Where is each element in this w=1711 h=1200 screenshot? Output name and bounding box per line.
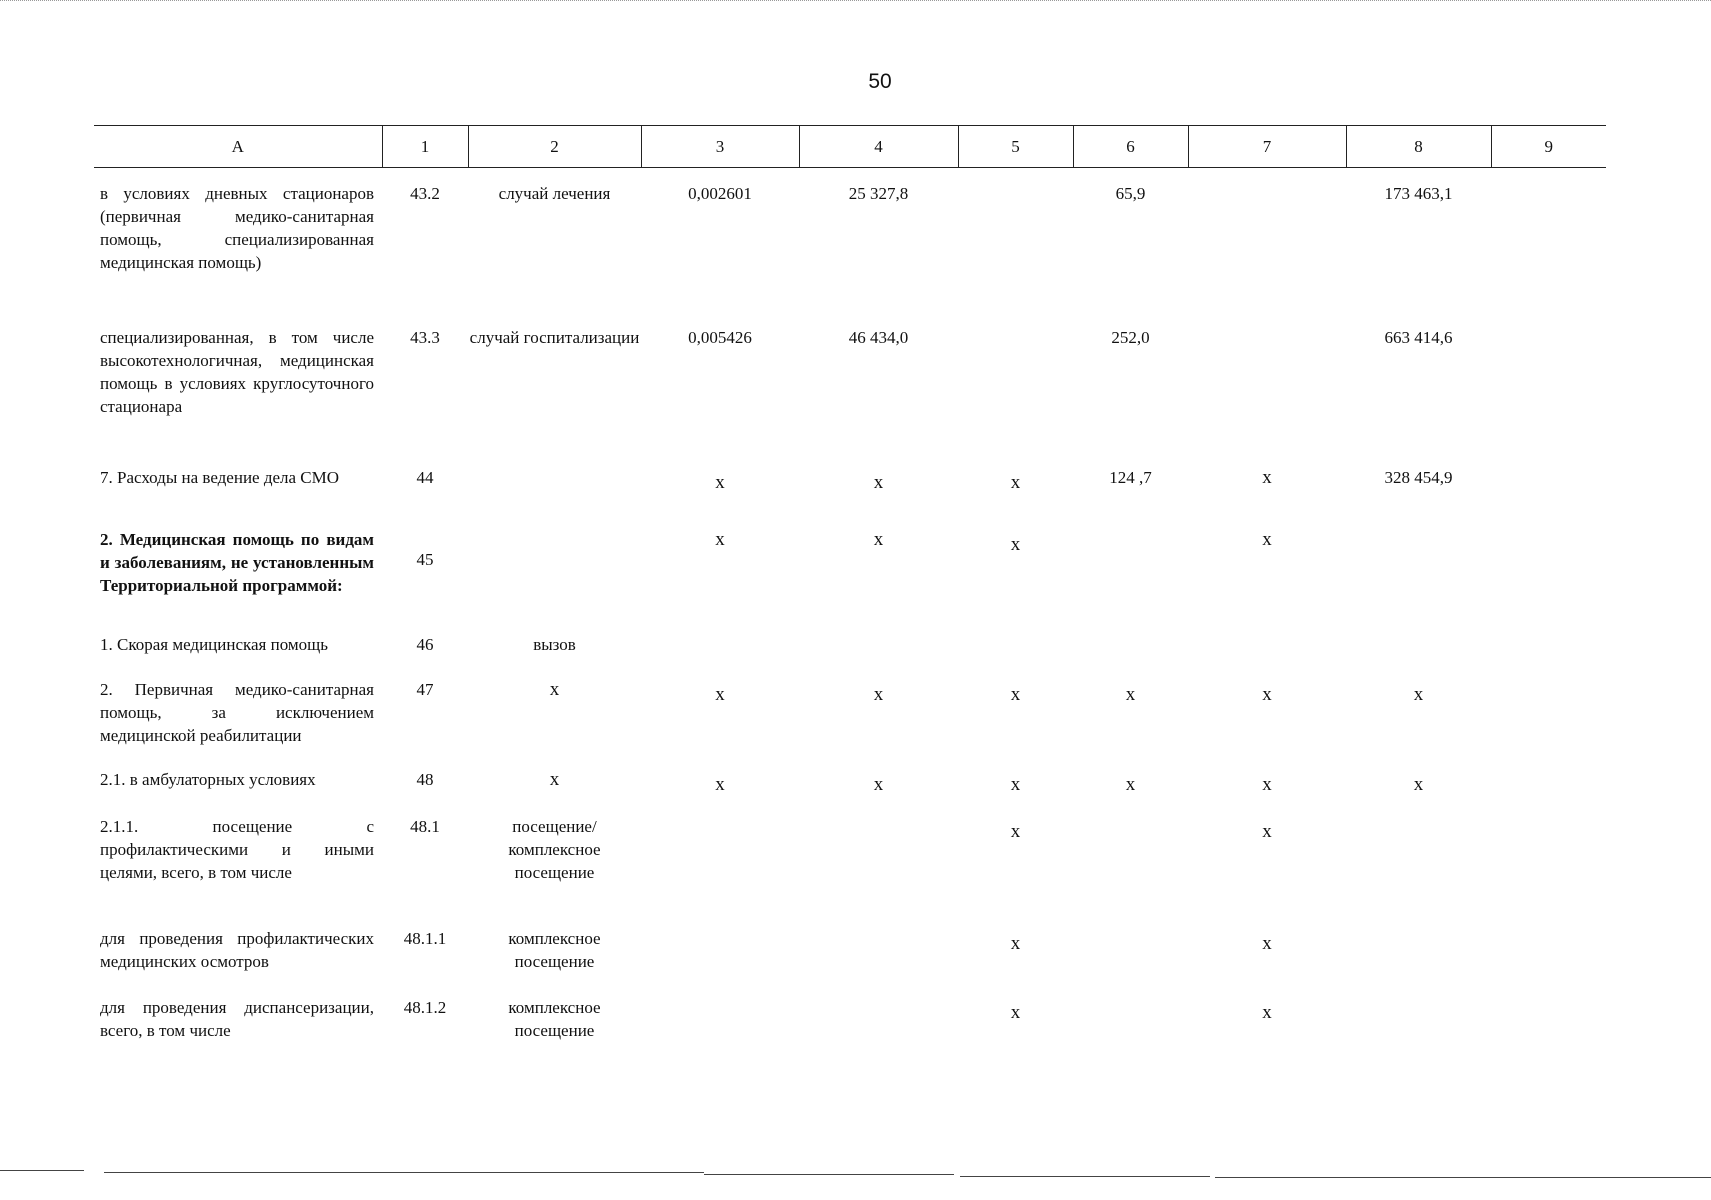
cell-col7: х: [1262, 933, 1272, 954]
cell-col8: [1346, 633, 1491, 678]
cell-col7: х: [1262, 467, 1272, 488]
row-code: 43.3: [410, 328, 440, 347]
cell-col4: [799, 633, 958, 678]
cell-col3: [641, 809, 799, 927]
cell-col5: [958, 168, 1073, 313]
table-header-row: [94, 126, 1606, 168]
row-label: 1. Скорая медицинская помощь: [100, 635, 329, 654]
cell-col9: [1491, 678, 1606, 768]
row-code: 45: [416, 550, 434, 569]
cell-col4: [799, 927, 958, 996]
cell-col5: х: [1010, 774, 1021, 795]
cell-col6: 124 ,7: [1109, 468, 1152, 487]
table-row: [94, 312, 1606, 456]
cell-col7: х: [1262, 821, 1272, 842]
cell-col5: [958, 312, 1073, 456]
cell-col4: 46 434,0: [848, 328, 909, 347]
cell-col9: [1491, 768, 1606, 809]
cell-col8: х: [1413, 684, 1424, 705]
cell-col4: [799, 809, 958, 927]
row-unit: комплексное посещение: [508, 929, 601, 971]
row-label: 2. Медицинская помощь по видам и заболеваниям, не установленным Территориальной программой:: [100, 530, 374, 595]
cell-col5: х: [1010, 534, 1021, 555]
table-row: [94, 768, 1606, 809]
cell-col5: х: [1010, 821, 1021, 842]
cell-col6: х: [1125, 684, 1136, 705]
row-code: 46: [416, 635, 434, 654]
cell-col4: х: [873, 472, 884, 493]
row-code: 48.1: [410, 817, 440, 836]
cell-col3: [641, 927, 799, 996]
cell-col7: х: [1262, 529, 1272, 550]
table-row: [94, 678, 1606, 768]
table-row: [94, 168, 1606, 313]
column-header-7: 7: [1188, 126, 1346, 168]
cell-col3: х: [715, 529, 725, 550]
cell-col5: х: [1010, 1002, 1021, 1023]
cell-col3: [641, 996, 799, 1056]
cell-col9: [1491, 456, 1606, 524]
row-code: 44: [416, 468, 434, 487]
row-label: для проведения диспансеризации, всего, в том числе: [100, 998, 374, 1040]
column-header-9: 9: [1491, 126, 1606, 168]
cell-col7: х: [1262, 1002, 1272, 1023]
data-table: [94, 125, 1606, 1056]
column-header-3: 3: [641, 126, 799, 168]
cell-col6: [1073, 524, 1188, 633]
cell-col8: [1346, 524, 1491, 633]
table-row: [94, 927, 1606, 996]
row-unit: случай лечения: [498, 184, 611, 203]
column-header-4: 4: [799, 126, 958, 168]
cell-col4: х: [873, 684, 884, 705]
row-label: для проведения профилактических медицинских осмотров: [100, 929, 374, 971]
cell-col6: [1073, 927, 1188, 996]
cell-col6: [1073, 633, 1188, 678]
cell-col9: [1491, 312, 1606, 456]
cell-col4: 25 327,8: [848, 184, 909, 203]
cell-col3: х: [715, 774, 725, 795]
cell-col3: х: [715, 684, 725, 705]
row-code: 48: [416, 770, 434, 789]
row-code: 47: [416, 680, 434, 699]
row-label: 7. Расходы на ведение дела СМО: [100, 468, 340, 487]
cell-col6: [1073, 996, 1188, 1056]
scan-edge-bottom: [0, 1168, 1711, 1178]
cell-col8: 663 414,6: [1384, 328, 1453, 347]
cell-col7: х: [1262, 684, 1272, 705]
column-header-2: 2: [468, 126, 641, 168]
row-code: 43.2: [410, 184, 440, 203]
column-header-a: A: [94, 126, 382, 168]
cell-col5: х: [1010, 472, 1021, 493]
row-unit: [468, 456, 641, 524]
cell-col8: [1346, 809, 1491, 927]
cell-col4: [799, 996, 958, 1056]
row-unit: [468, 524, 641, 633]
cell-col6: 65,9: [1115, 184, 1146, 203]
row-label: в условиях дневных стационаров (первичная медико-санитарная помощь, специализированная медицинская помощь): [100, 184, 374, 272]
row-unit: комплексное посещение: [508, 998, 601, 1040]
row-label: 2. Первичная медико-санитарная помощь, за исключением медицинской реабилитации: [100, 680, 374, 745]
row-code: 48.1.2: [403, 998, 447, 1017]
table-row: [94, 524, 1606, 633]
row-unit: случай госпитализации: [469, 328, 640, 347]
row-label: специализированная, в том числе высокотехнологичная, медицинская помощь в условиях круглосуточного стационара: [100, 328, 374, 416]
cell-col6: х: [1125, 774, 1136, 795]
cell-col7: [1188, 312, 1346, 456]
column-header-8: 8: [1346, 126, 1491, 168]
cell-col5: х: [1010, 684, 1021, 705]
cell-col8: [1346, 996, 1491, 1056]
cell-col7: х: [1262, 774, 1272, 795]
cell-col9: [1491, 996, 1606, 1056]
cell-col9: [1491, 168, 1606, 313]
cell-col4: х: [873, 774, 884, 795]
cell-col3: [641, 633, 799, 678]
cell-col9: [1491, 927, 1606, 996]
table-row: [94, 809, 1606, 927]
column-header-5: 5: [958, 126, 1073, 168]
cell-col9: [1491, 809, 1606, 927]
cell-col6: [1073, 809, 1188, 927]
column-header-1: 1: [382, 126, 468, 168]
cell-col5: х: [1010, 933, 1021, 954]
scan-edge-top: [0, 0, 1711, 5]
row-code: 48.1.1: [403, 929, 447, 948]
cell-col9: [1491, 524, 1606, 633]
page-number: 50: [868, 70, 892, 93]
table-row: [94, 996, 1606, 1056]
cell-col3: х: [715, 472, 725, 493]
cell-col8: 328 454,9: [1384, 468, 1453, 487]
cell-col5: [958, 633, 1073, 678]
cell-col8: х: [1413, 774, 1424, 795]
cell-col6: 252,0: [1111, 328, 1150, 347]
table-row: [94, 633, 1606, 678]
cell-col7: [1188, 633, 1346, 678]
row-unit: посещение/ комплексное посещение: [508, 817, 601, 882]
row-unit: вызов: [533, 635, 576, 654]
cell-col8: [1346, 927, 1491, 996]
cell-col2: х: [549, 679, 560, 700]
cell-col8: 173 463,1: [1384, 184, 1453, 203]
column-header-6: 6: [1073, 126, 1188, 168]
row-label: 2.1.1. посещение с профилактическими и иными целями, всего, в том числе: [100, 817, 374, 882]
cell-col2: х: [549, 769, 560, 790]
cell-col7: [1188, 168, 1346, 313]
row-label: 2.1. в амбулаторных условиях: [100, 770, 316, 789]
table-row: [94, 456, 1606, 524]
cell-col3: 0,005426: [688, 328, 752, 347]
cell-col3: 0,002601: [688, 184, 752, 203]
cell-col9: [1491, 633, 1606, 678]
cell-col4: х: [873, 529, 884, 550]
